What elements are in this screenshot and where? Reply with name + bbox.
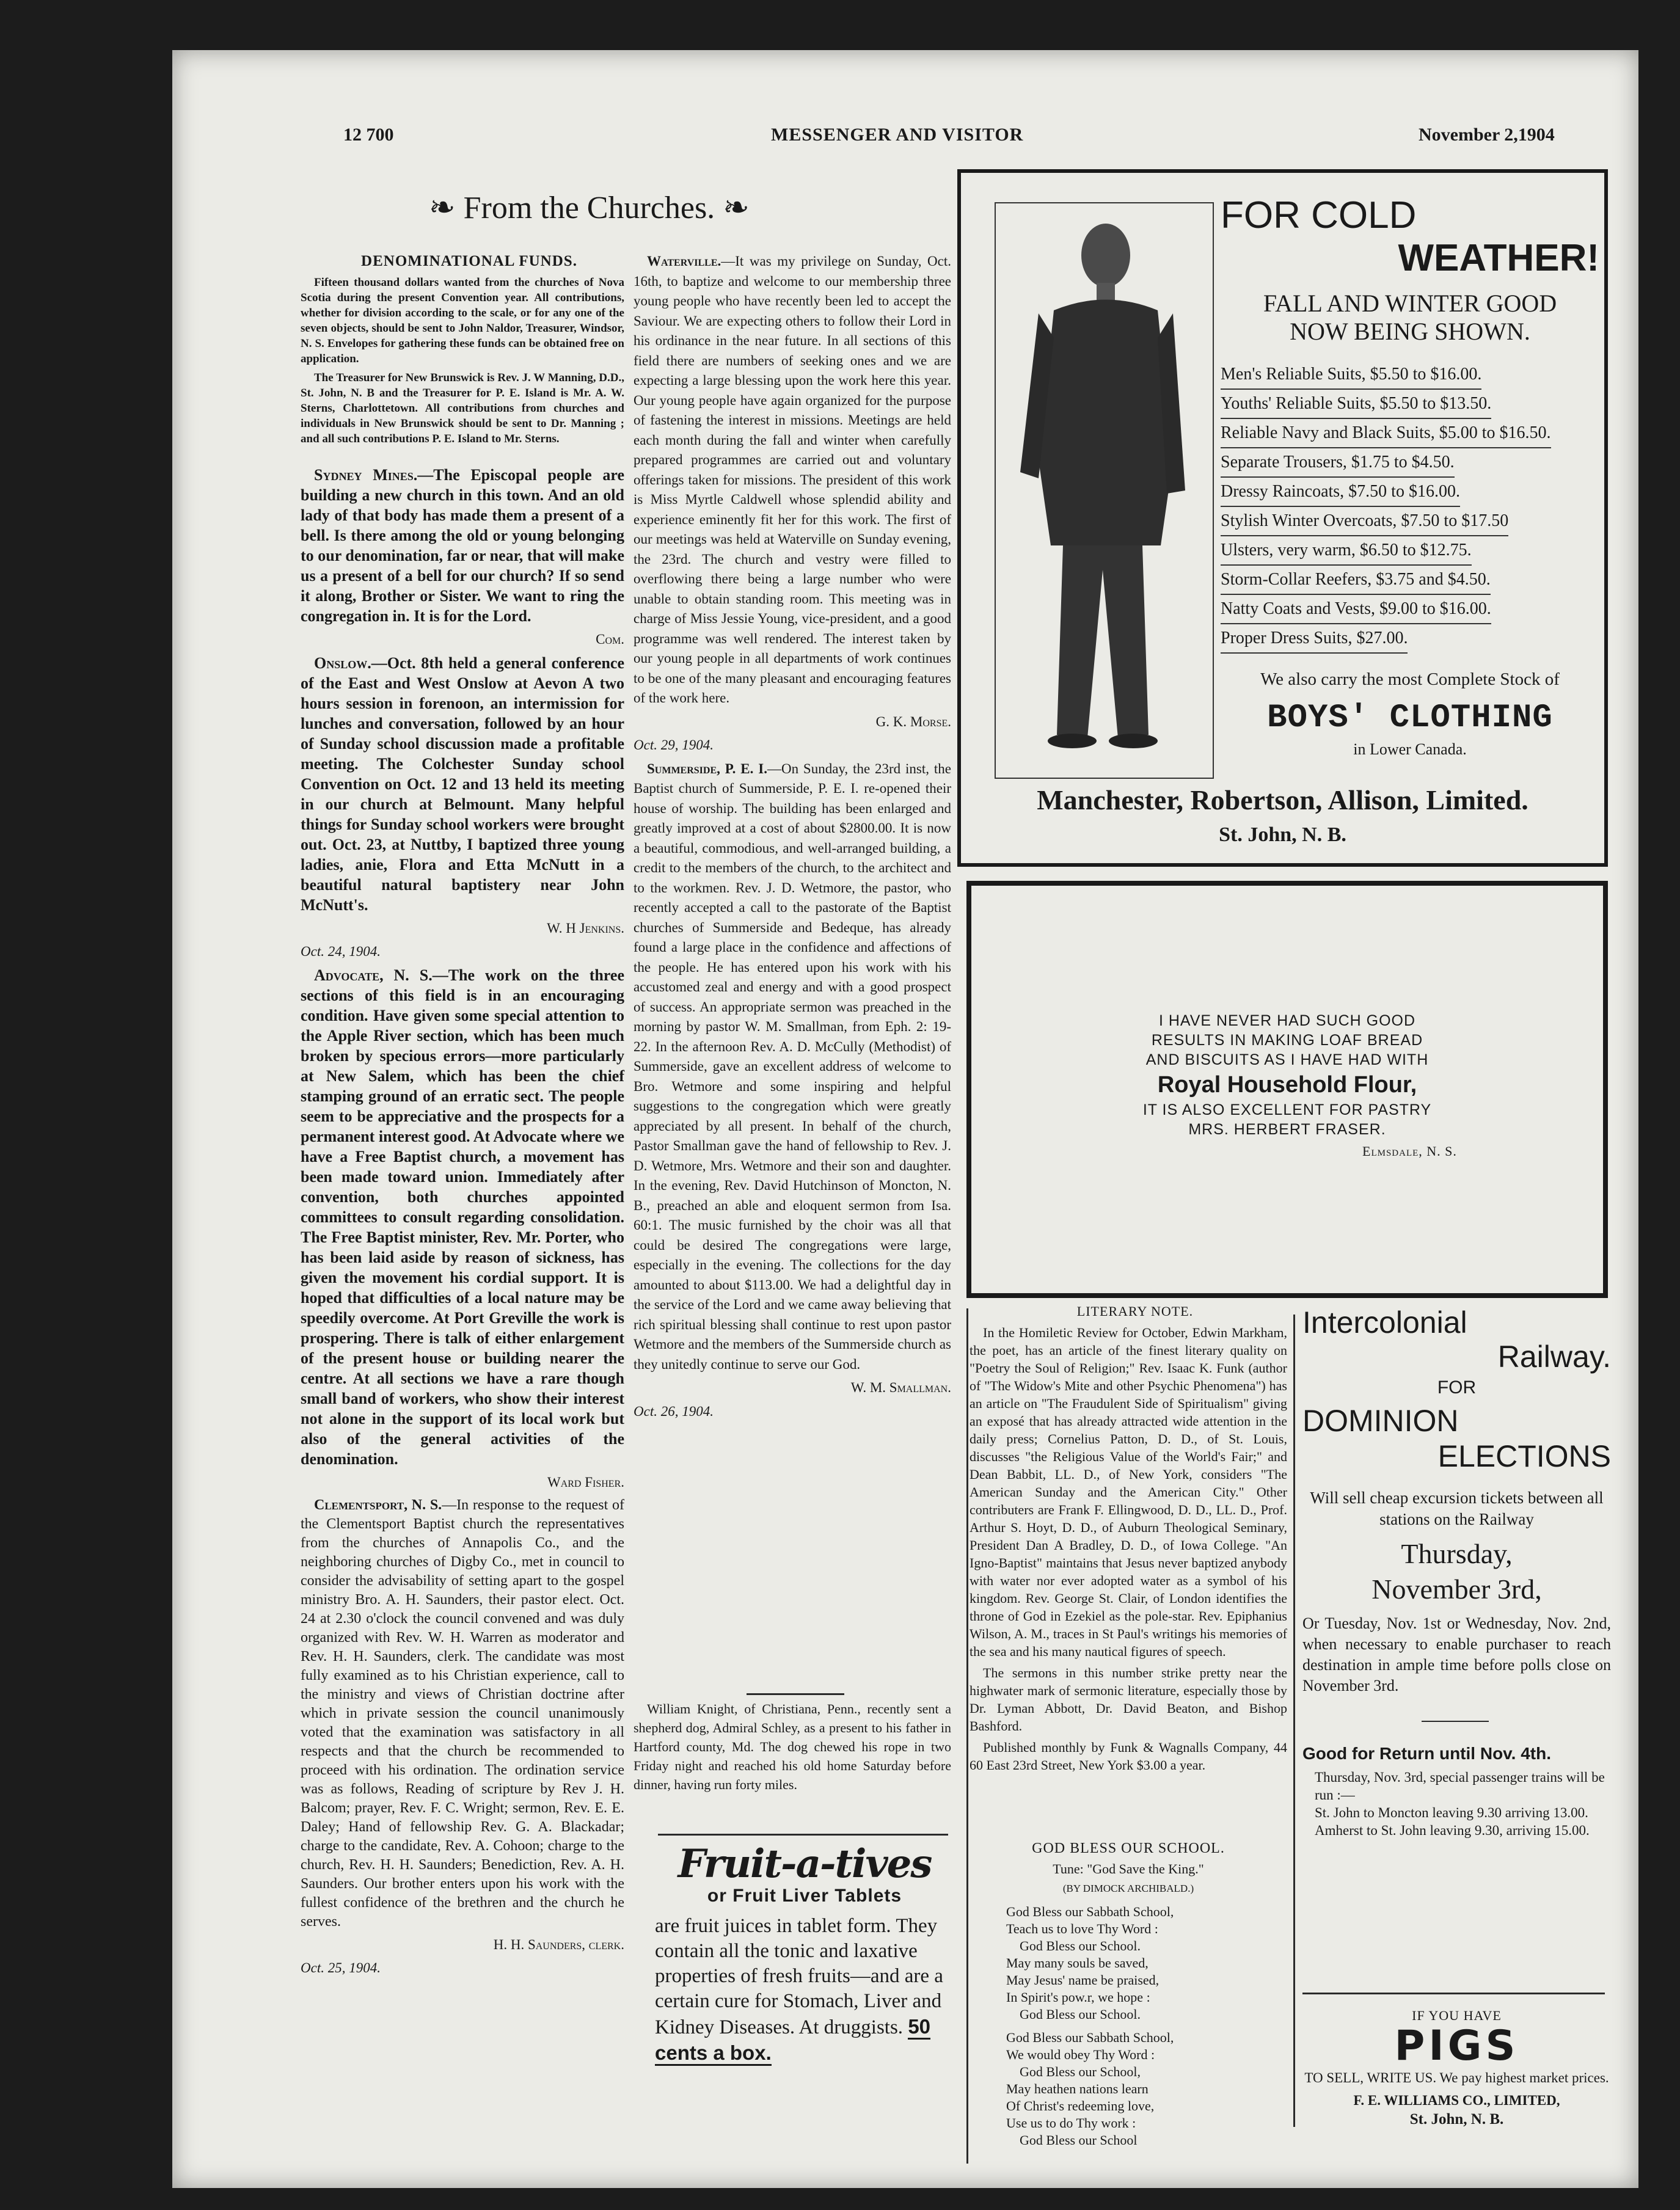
advocate-item: Advocate, N. S.—The work on the three sections of this field is in an encouraging condition. Have given some special attention to the Apple River section, which has been much broken by specious errors—more particularly at New Salem, which has been the chief stamping ground of an erratic sect. The people seem to be appreciative and the prospects for a permanent interest good. At Advocate where we have a Free Baptist church, a movement has been made toward union. Immediately after convention, both churches appointed committees to consult regarding consolidation. The Free Baptist minister, Rev. Mr. Porter, who has been laid aside by reason of sickness, has given the movement his cordial support. It is hoped that difficulties of a local nature may be speedily overcome. At Port Greville the work is prospering. There is talk of either enlargement of the present house or building nearer the centre. At all sections we have a rare though small band of workers, who show their interest not alone in the support of its local work but also of the general activities of the denomination. <box>301 966 624 1468</box>
waterville-date: Oct. 29, 1904. <box>634 737 714 753</box>
clementsport-item: Clementsport, N. S.—In response to the request of the Clementsport Baptist church the representatives from the churches of Annapolis Co., and the neighboring churches of Digby Co., met in council to consider the advisability of setting apart to the gospel ministry Bro. A. H. Saunders, their pastor elect. Oct. 24 at 2.30 o'clock the council convened and was duly organized with Rev. W. H. Warren as moderator and Rev. H. H. Saunders, clerk. The candidate was most fully examined as to his Christian experience, call to the ministry and views of Christian doctrine after which in private session the council unanimously voted that the examination was satisfactory in all respects and that the church be recommended to proceed with his ordination. The ordination service was as follows, Reading of scripture by Rev J. H. Balcom; prayer, Rev. F. C. Wright; sermon, Rev. E. E. Daley; Hand of fellowship Rev. G. A. Blackadar; charge to the candidate, Rev. A. Cohoon; charge to the church, Rev. H. H. Saunders; Benediction, Rev. A. H. Saunders. Our brother enters upon his work with the fullest confidence of the brethren and the church he serves. <box>301 1497 624 1930</box>
hymn <box>970 1840 1287 2149</box>
headline-2: WEATHER! <box>1398 237 1599 279</box>
hymn-author: (BY DIMOCK ARCHIBALD.) <box>1062 1883 1194 1894</box>
literary-body-3: Published monthly by Funk & Wagnalls Company, 44 60 East 23rd Street, New York $3.00 a year. <box>970 1740 1287 1773</box>
flour-brand: Royal Household Flour, <box>1157 1072 1417 1098</box>
man-in-suit-image <box>996 203 1213 778</box>
price-list <box>1221 360 1599 654</box>
headline-1: FOR COLD <box>1221 194 1417 236</box>
hymn-line: God Bless our School, <box>1020 2064 1141 2079</box>
subhead-2: NOW BEING SHOWN. <box>1290 318 1530 345</box>
fruit-body: are fruit juices in tablet form. They contain all the tonic and laxative properties of fresh fruits—and are a certain cure for Stomach, Liver and Kidney Diseases. At druggists. 50 cents a box. <box>655 1914 954 2066</box>
hymn-line: In Spirit's pow.r, we hope : <box>1006 1989 1150 2005</box>
header-date: November 2,1904 <box>1419 125 1555 145</box>
hymn-verse-1 <box>970 1903 1287 2023</box>
pigs-ad <box>1302 2002 1611 2128</box>
railway-thursday: Thursday, <box>1401 1538 1513 1569</box>
flour-line-3: AND BISCUITS AS I HAVE HAD WITH <box>1145 1051 1429 1068</box>
railway-or: Or Tuesday, Nov. 1st or Wednesday, Nov. 2nd, when necessary to enable purchaser to reach destination in ample time before polls close on November 3rd. <box>1302 1614 1611 1694</box>
funds-heading: DENOMINATIONAL FUNDS. <box>361 253 577 269</box>
railway-route-2: Amherst to St. John leaving 9.30, arriving 15.00. <box>1315 1823 1590 1838</box>
fruit-brand: Fruit-a-tives <box>677 1841 932 1887</box>
onslow-signature: W. H Jenkins. <box>547 921 624 936</box>
price-list-item: Stylish Winter Overcoats, $7.50 to $17.50 <box>1221 507 1508 536</box>
hymn-line: Of Christ's redeeming love, <box>1006 2098 1155 2113</box>
price-list-item: Storm-Collar Reefers, $3.75 and $4.50. <box>1221 566 1491 595</box>
waterville-signature: G. K. Morse. <box>875 713 951 729</box>
onslow-item: Onslow.—Oct. 8th held a general conference of the East and West Onslow at Aevon A two hours session in forenoon, an intermission for lunches and conversation, followed by an hour of Sunday school discussion made a profitable meeting. The Colchester Sunday school Convention on Oct. 12 and 13 held its meeting in our church at Belmount. Many helpful things for Sunday school workers were brought out. Oct. 23, at Nuttby, I baptized three young ladies, anie, Flora and Etta McNutt in a beautiful natural baptistery near John McNutt's. <box>301 654 624 914</box>
dog-story <box>634 1699 951 1798</box>
hymn-line: God Bless our Sabbath School, <box>1006 2030 1174 2045</box>
clothing-ad <box>957 169 1608 867</box>
literary-heading: LITERARY NOTE. <box>1076 1304 1194 1319</box>
pigs-company: F. E. WILLIAMS CO., LIMITED, <box>1353 2093 1560 2108</box>
newspaper-page <box>172 50 1638 2188</box>
ornament-icon: ❧ <box>715 191 750 225</box>
hymn-title: GOD BLESS OUR SCHOOL. <box>1032 1840 1225 1856</box>
flour-place: Elmsdale, N. S. <box>1362 1143 1457 1159</box>
stock-line: We also carry the most Complete Stock of <box>1260 669 1560 689</box>
price-list-item: Men's Reliable Suits, $5.50 to $16.00. <box>1221 360 1481 390</box>
price-list-item: Separate Trousers, $1.75 to $4.50. <box>1221 448 1455 478</box>
railway-route-1: St. John to Moncton leaving 9.30 arriving 13.00. <box>1315 1805 1588 1820</box>
clementsport-date: Oct. 25, 1904. <box>301 1960 381 1975</box>
price-list-item: Proper Dress Suits, $27.00. <box>1221 624 1408 654</box>
railway-elections: ELECTIONS <box>1437 1439 1611 1473</box>
price-list-item: Natty Coats and Vests, $9.00 to $16.00. <box>1221 595 1491 624</box>
advocate-signature: Ward Fisher. <box>547 1475 624 1490</box>
sydney-signature: Com. <box>596 632 624 647</box>
flour-line-4: IT IS ALSO EXCELLENT FOR PASTRY <box>1142 1101 1432 1118</box>
column-2 <box>634 252 951 1425</box>
sydney-mines-item: Sydney Mines.—The Episcopal people are building a new church in this town. And an old lady of that body has made them a present of a bell. Is there among the old or young belonging to our denomination, far or near, that will make us a present of a bell for our church? If so send it along, Brother or Sister. We want to ring the congregation in. It is for the Lord. <box>301 466 624 625</box>
pigs-headline: PIGS <box>1394 2022 1519 2070</box>
railway-date: November 3rd, <box>1371 1574 1542 1605</box>
column-1 <box>301 252 624 1982</box>
hymn-line: May many souls be saved, <box>1006 1955 1149 1971</box>
clementsport-signature: H. H. Saunders, clerk. <box>493 1937 624 1952</box>
hymn-line: God Bless our School. <box>1020 1938 1141 1953</box>
railway-title-1: Intercolonial <box>1302 1305 1467 1340</box>
price-list-item: Dressy Raincoats, $7.50 to $16.00. <box>1221 478 1460 507</box>
company-city: St. John, N. B. <box>1219 823 1346 846</box>
pigs-if: IF YOU HAVE <box>1412 2008 1502 2023</box>
railway-sell: Will sell cheap excursion tickets between all stations on the Railway <box>1310 1489 1604 1528</box>
hymn-line: May Jesus' name be praised, <box>1006 1972 1160 1988</box>
flour-line-2: RESULTS IN MAKING LOAF BREAD <box>1151 1032 1423 1049</box>
railway-ad <box>1302 1305 1611 1839</box>
ornament-icon: ❧ <box>429 191 464 225</box>
fruit-subtitle: or Fruit Liver Tablets <box>707 1886 902 1906</box>
railway-return: Good for Return until Nov. 4th. <box>1302 1744 1551 1763</box>
paper-title: MESSENGER AND VISITOR <box>771 125 1024 145</box>
flour-line-1: I HAVE NEVER HAD SUCH GOOD <box>1158 1012 1416 1029</box>
hymn-verse-2 <box>970 2029 1287 2149</box>
summerside-item: Summerside, P. E. I.—On Sunday, the 23rd inst, the Baptist church of Summerside, P. E. I. re-opened their house of worship. The building has been enlarged and greatly improved at a cost of about $2800.00. It is now a beautiful, commodious, and well-arranged building, a credit to the members of the church, to the architect and to the workmen. Rev. J. D. Wetmore, the pastor, who recently accepted a call to the pastorate of the Baptist churches of Summerside and Bedeque, has already found a large place in the confidence and affections of the people. He has entered upon his work with his accustomed zeal and energy and with a good prospect of success. An appropriate sermon was preached in the morning by pastor W. M. Smallman, from Eph. 2: 19-22. In the afternoon Rev. A. D. McCully (Methodist) of Summerside, gave an excellent address of welcome to Bro. Wetmore and some inspiring and helpful suggestions to the congregation which were greatly appreciated by all present. In behalf of the church, Pastor Smallman gave the hand of fellowship to Rev. J. D. Wetmore, Mrs. Wetmore and their son and daughter. In the evening, Rev. David Hutchinson of Moncton, N. B., preached an able and eloquent sermon from Isa. 60:1. The music furnished by the choir was all that could be desired The congregations were large, especially in the evening. The collections for the day amounted to about $113.00. We had a delightful day in the service of the Lord and we came away believing that rich spiritual blessing shall continue to rest upon pastor Wetmore and the members of the Summerside church as they unitedly continue to serve our God. <box>634 760 951 1372</box>
hymn-line: God Bless our School <box>1020 2132 1138 2148</box>
railway-for: FOR <box>1437 1377 1477 1398</box>
page-number: 12 700 <box>343 125 394 145</box>
hymn-line: God Bless our School. <box>1020 2007 1141 2022</box>
price-list-item: Reliable Navy and Black Suits, $5.00 to $16.50. <box>1221 419 1551 448</box>
divider-rule <box>658 1834 948 1836</box>
flour-text <box>971 1011 1603 1139</box>
hymn-line: We would obey Thy Word : <box>1006 2047 1155 2062</box>
boys-clothing: BOYS' CLOTHING <box>1267 699 1553 737</box>
fruit-price: 50 cents a box. <box>655 2015 930 2066</box>
lower-canada: in Lower Canada. <box>1353 740 1467 758</box>
divider-rule <box>1422 1721 1489 1722</box>
column-rule <box>966 1308 968 2164</box>
pigs-city: St. John, N. B. <box>1409 2111 1504 2128</box>
pigs-to-sell: TO SELL, WRITE US. We pay highest market prices. <box>1304 2070 1609 2085</box>
literary-body-2: The sermons in this number strike pretty near the highwater mark of sermonic literature, especially those by Dr. Lyman Abbott, Dr. David Beaton, and Bishop Bashford. <box>970 1665 1287 1734</box>
flour-ad <box>966 881 1608 1298</box>
railway-dominion: DOMINION <box>1302 1404 1459 1438</box>
man-illustration <box>995 202 1214 779</box>
onslow-date: Oct. 24, 1904. <box>301 944 381 959</box>
clothing-copy <box>1221 194 1599 759</box>
subhead-1: FALL AND WINTER GOOD <box>1263 290 1557 317</box>
hymn-line: May heathen nations learn <box>1006 2081 1149 2096</box>
section-title: ❧ From the Churches. ❧ <box>429 191 750 225</box>
divider-rule <box>1302 1993 1605 1994</box>
literary-note <box>970 1302 1287 1778</box>
funds-paragraph-2: The Treasurer for New Brunswick is Rev. J. W Manning, D.D., St. John, N. B and the Treasurer for P. E. Island is Mr. A. W. Sterns, Charlottetown. All contributions from churches and individuals in New Brunswick should be sent to Dr. Manning ; and all such contributions P. E. Island to Mr. Sterns. <box>301 371 624 445</box>
railway-special: Thursday, Nov. 3rd, special passenger trains will be run :— <box>1315 1770 1605 1803</box>
hymn-line: God Bless our Sabbath School, <box>1006 1904 1174 1919</box>
column-rule <box>1293 1315 1295 2127</box>
summerside-date: Oct. 26, 1904. <box>634 1403 714 1419</box>
price-list-item: Youths' Reliable Suits, $5.50 to $13.50. <box>1221 390 1491 419</box>
divider-rule <box>747 1693 844 1695</box>
dog-story-text: William Knight, of Christiana, Penn., recently sent a shepherd dog, Admiral Schley, as a present to his father in Hartford county, Md. The dog chewed his rope in two Friday night and reached his old home Saturday before dinner, having run forty miles. <box>634 1701 951 1792</box>
funds-paragraph-1: Fifteen thousand dollars wanted from the churches of Nova Scotia during the present Convention year. All contributions, whether for division according to the scale, or for any one of the seven objects, should be sent to John Naldor, Treasurer, Windsor, N. S. Envelopes for gathering these funds can be obtained free on application. <box>301 276 624 365</box>
fruit-a-tives-ad <box>655 1843 954 2066</box>
waterville-item: Waterville.—It was my privilege on Sunday, Oct. 16th, to baptize and welcome to our membership three young people who have recently been led to accept the Saviour. We are expecting others to follow their Lord in his ordinance in the near future. In all sections of this field there are numbers of seeking ones and we are expecting a large blessing upon the work here this year. Our young people have again organized for the purpose of fastening the interest in missions. Meetings are held each month during the fall and winter when carefully prepared programmes are carried out and voluntary offerings taken for missions. The president of this work is Miss Myrtle Caldwell whose splendid ability and experience eminently fit her for this work. The first of our meetings was held at Waterville on Sunday evening, the 23rd. The church and vestry were filled to overflowing there being a large number who were unable to obtain standing room. This meeting was in charge of Miss Jessie Young, vice-president, and a good programme was well rendered. The interest taken by our young people in all departments of work continues to be one of the many pleasant and encouraging features of the work here. <box>634 253 951 706</box>
company-name: Manchester, Robertson, Allison, Limited. <box>1037 784 1528 815</box>
railway-title-2: Railway. <box>1497 1340 1611 1374</box>
hymn-line: Use us to do Thy work : <box>1006 2115 1136 2131</box>
flour-signer: MRS. HERBERT FRASER. <box>1188 1121 1386 1138</box>
hymn-tune: Tune: "God Save the King." <box>1053 1861 1204 1876</box>
literary-body: In the Homiletic Review for October, Edwin Markham, the poet, has an article of the finest literary quality on "Poetry the Soul of Religion;" Rev. Isaac K. Funk (author of "The Widow's Mite and other Psychic Phenomena") has an article on "The Fraudulent Side of Spiritualism" giving an exposé that has already attracted wide attention in the daily press; Cornelius Patton, D. D., of St. Louis, discusses "the Religious Value of the World's Fair;" and Dean Babbit, LL. D., of New York, considers "The American Sunday and the American City." Other contributers are Frank F. Ellingwood, D. D., LL. D., Prof. Arthur S. Hoyt, D. D., of Auburn Theological Seminary, President Dan A Bradley, D. D., of Iowa College. "An Igno-Baptist" maintains that Jesus never baptized anybody with water nor ever adopted water as a symbol of his kingdom. Rev. George St. Clair, of London identifies the throne of God in Ezekiel as the pole-star. Rev. Epiphanius Wilson, A. M., traces in St Paul's writings his memories of the sea and his many nautical figures of speech. <box>970 1325 1287 1659</box>
summerside-signature: W. M. Smallman. <box>850 1380 951 1395</box>
price-list-item: Ulsters, very warm, $6.50 to $12.75. <box>1221 536 1472 566</box>
hymn-line: Teach us to love Thy Word : <box>1006 1921 1158 1936</box>
